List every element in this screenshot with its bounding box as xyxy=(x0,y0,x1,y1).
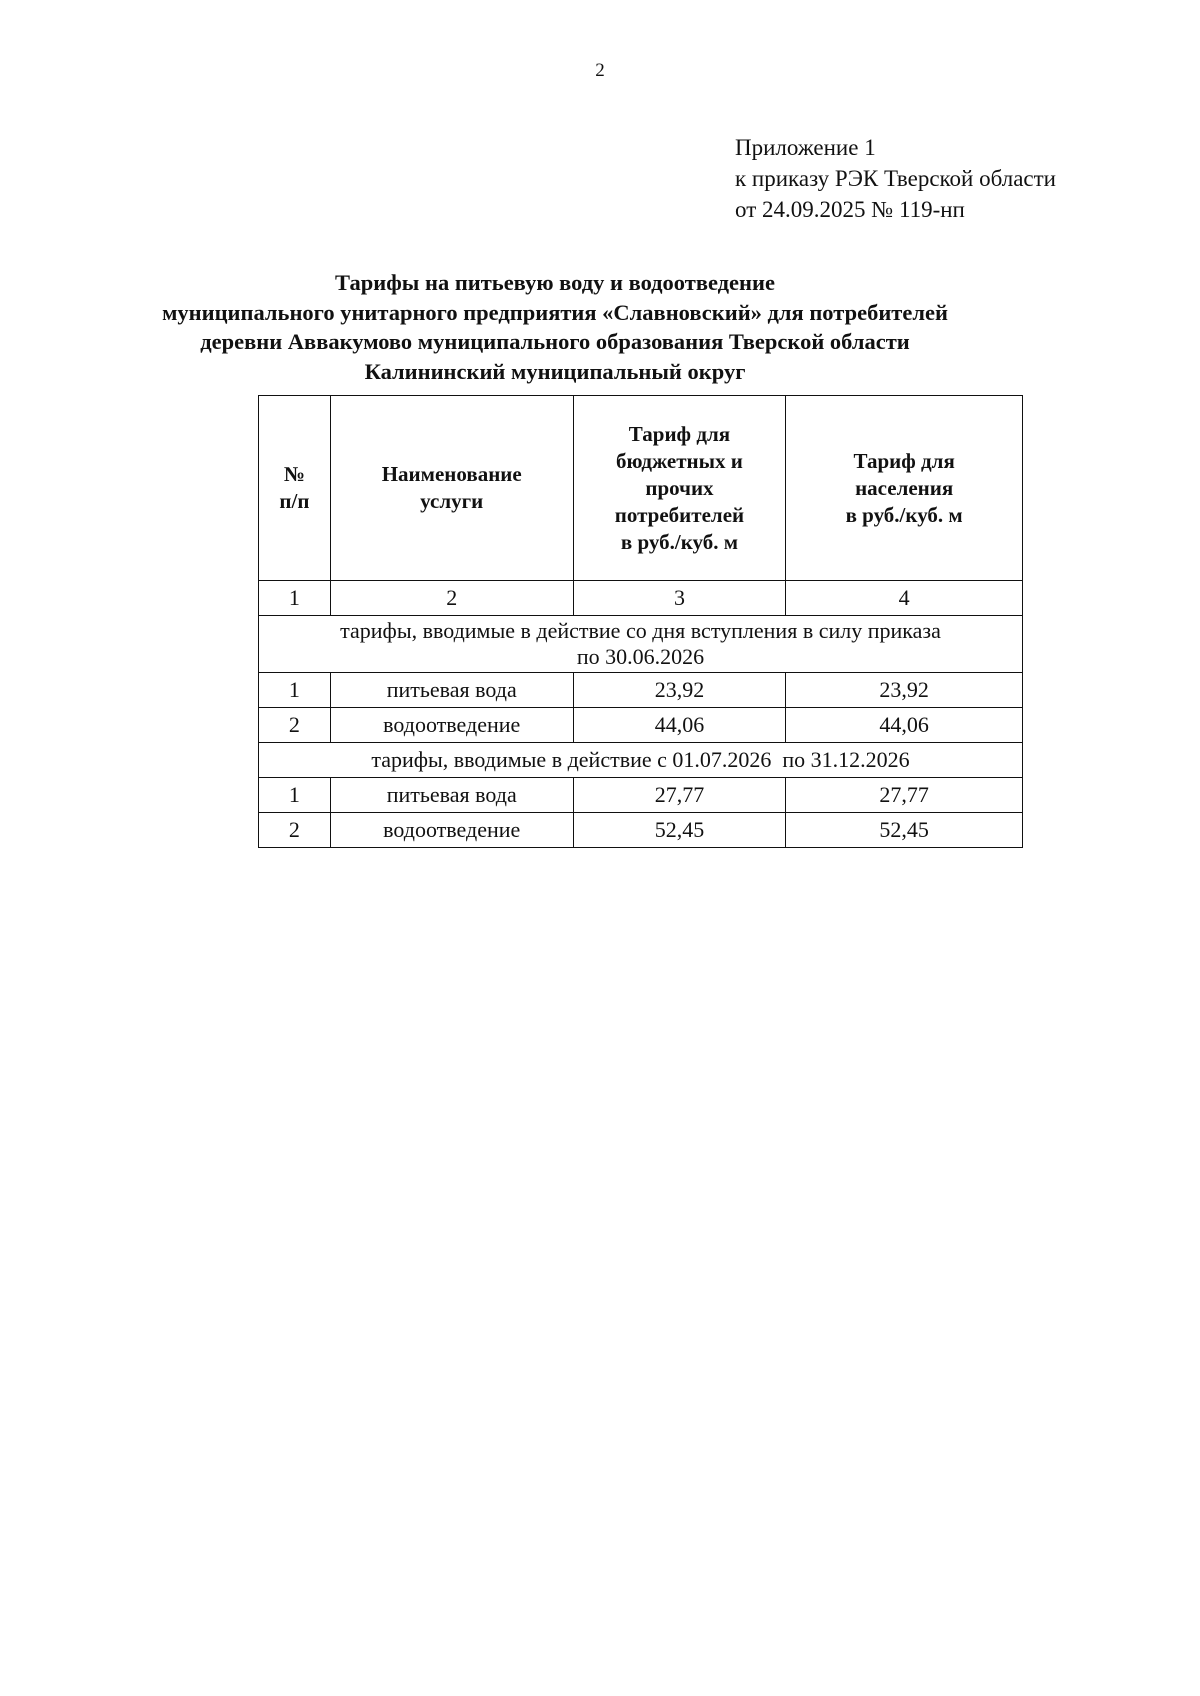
column-number-row xyxy=(259,581,1023,616)
row-number: 2 xyxy=(259,813,331,848)
page-number: 2 xyxy=(595,60,605,81)
population-tariff: 52,45 xyxy=(786,813,1023,848)
table-row xyxy=(259,778,1023,813)
budget-tariff: 27,77 xyxy=(573,778,786,813)
header-text: населения xyxy=(855,475,954,500)
header-text: п/п xyxy=(279,489,310,513)
service-name: водоотведение xyxy=(330,813,573,848)
period-row xyxy=(259,743,1023,778)
header-text: услуги xyxy=(420,489,484,513)
column-number: 3 xyxy=(573,581,786,616)
title-line: муниципального унитарного предприятия «Славновский» для потребителей xyxy=(162,299,948,325)
appendix-line: от 24.09.2025 № 119-нп xyxy=(735,197,965,222)
header-text: в руб./куб. м xyxy=(845,502,963,527)
document-title xyxy=(0,268,1110,386)
appendix-line: Приложение 1 xyxy=(735,135,876,160)
appendix-reference xyxy=(735,132,1056,225)
header-budget-tariff xyxy=(573,396,786,581)
header-text: Тариф для xyxy=(853,448,955,473)
population-tariff: 23,92 xyxy=(786,673,1023,708)
period-text: тарифы, вводимые в действие со дня вступления в силу приказа xyxy=(340,618,941,643)
table-row xyxy=(259,708,1023,743)
header-text: прочих xyxy=(645,475,714,500)
period-label xyxy=(259,616,1023,673)
table-row xyxy=(259,813,1023,848)
column-number: 1 xyxy=(259,581,331,616)
service-name: водоотведение xyxy=(330,708,573,743)
title-line: Калининский муниципальный округ xyxy=(364,358,746,384)
header-population-tariff xyxy=(786,396,1023,581)
period-row xyxy=(259,616,1023,673)
row-number: 1 xyxy=(259,778,331,813)
table-header-row xyxy=(259,396,1023,581)
column-number: 4 xyxy=(786,581,1023,616)
header-service xyxy=(330,396,573,581)
service-name: питьевая вода xyxy=(330,778,573,813)
service-name: питьевая вода xyxy=(330,673,573,708)
budget-tariff: 52,45 xyxy=(573,813,786,848)
header-text: в руб./куб. м xyxy=(620,529,739,554)
title-line: деревни Аввакумово муниципального образования Тверской области xyxy=(200,329,910,354)
header-text: Наименование xyxy=(381,462,522,486)
population-tariff: 44,06 xyxy=(786,708,1023,743)
tariff-table xyxy=(258,395,1023,848)
appendix-line: к приказу РЭК Тверской области xyxy=(735,166,1056,191)
period-label: тарифы, вводимые в действие с 01.07.2026 по 31.12.2026 xyxy=(259,743,1023,778)
row-number: 2 xyxy=(259,708,331,743)
population-tariff: 27,77 xyxy=(786,778,1023,813)
header-text: бюджетных и xyxy=(616,448,743,473)
period-text: по 30.06.2026 xyxy=(576,644,705,669)
title-line: Тарифы на питьевую воду и водоотведение xyxy=(335,270,775,295)
table-row xyxy=(259,673,1023,708)
header-number xyxy=(259,396,331,581)
header-text: Тариф для xyxy=(628,421,731,446)
budget-tariff: 23,92 xyxy=(573,673,786,708)
header-text: № xyxy=(283,462,305,486)
column-number: 2 xyxy=(330,581,573,616)
header-text: потребителей xyxy=(614,502,745,527)
budget-tariff: 44,06 xyxy=(573,708,786,743)
row-number: 1 xyxy=(259,673,331,708)
